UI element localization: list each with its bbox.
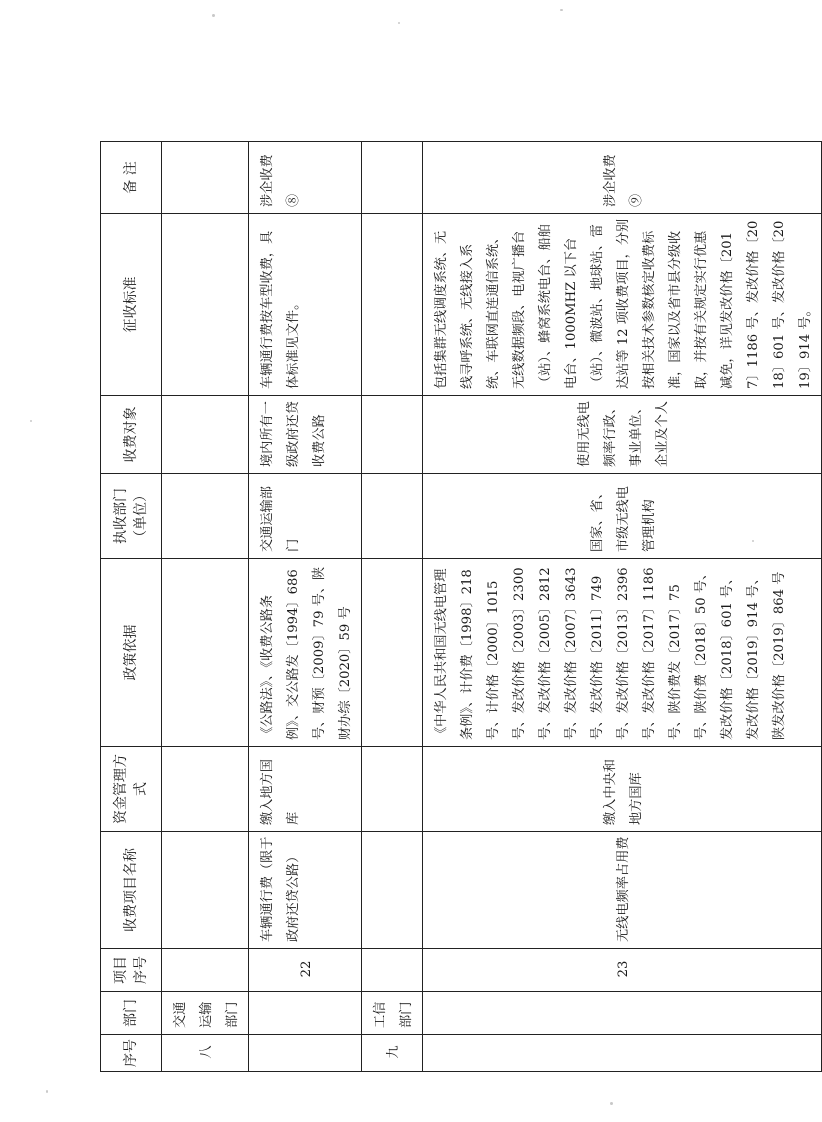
empty-cell — [249, 992, 362, 1035]
empty-cell — [362, 214, 423, 396]
header-seq: 序号 — [101, 1035, 162, 1072]
item-remark: 涉企收费⑧ — [249, 142, 362, 214]
empty-cell — [249, 1035, 362, 1072]
header-item-no: 项目序号 — [101, 949, 162, 992]
scan-speck — [610, 1102, 613, 1105]
header-standard: 征收标准 — [101, 214, 162, 396]
item-fund: 缴入中央和地方国库 — [423, 747, 822, 832]
empty-cell — [362, 832, 423, 949]
section-seq: 八 — [162, 1035, 249, 1072]
empty-cell — [162, 142, 249, 214]
empty-cell — [423, 992, 822, 1035]
item-fund: 缴入地方国库 — [249, 747, 362, 832]
scan-speck — [46, 1090, 48, 1093]
header-remark: 备 注 — [101, 142, 162, 214]
empty-cell — [362, 949, 423, 992]
header-name: 收费项目名称 — [101, 832, 162, 949]
empty-cell — [362, 474, 423, 559]
item-no: 23 — [423, 949, 822, 992]
scan-speck — [398, 22, 400, 24]
empty-cell — [362, 396, 423, 474]
empty-cell — [162, 214, 249, 396]
item-name: 无线电频率占用费 — [423, 832, 822, 949]
section-row — [362, 142, 423, 1072]
empty-cell — [162, 559, 249, 747]
item-basis: 《公路法》、《收费公路条例》、交公路发〔1994〕686 号、财预〔2009〕79 号、陕财办综〔2020〕59 号 — [249, 559, 362, 747]
rotated-page — [100, 142, 813, 1072]
header-agency: 执收部门（单位） — [101, 474, 162, 559]
item-target: 使用无线电频率行政、事业单位、企业及个人 — [423, 396, 822, 474]
empty-cell — [162, 474, 249, 559]
item-agency: 国家、省、市级无线电管理机构 — [423, 474, 822, 559]
item-name: 车辆通行费（限于政府还贷公路） — [249, 832, 362, 949]
empty-cell — [162, 949, 249, 992]
item-no: 22 — [249, 949, 362, 992]
item-agency: 交通运输部门 — [249, 474, 362, 559]
fee-table — [100, 141, 822, 1072]
empty-cell — [162, 832, 249, 949]
table-row — [423, 142, 822, 1072]
section-dept: 工信部门 — [362, 992, 423, 1035]
header-fund: 资金管理方式 — [101, 747, 162, 832]
item-standard: 包括集群无线调度系统、无线寻呼系统、无线接入系统、车联网直连通信系统、无线数据频段、电视广播台（站）、蜂窝系统电台、船舶电台、1000MHZ 以下台（站）、微波站、地球站、雷达站等 12 项收费项目，分别按相关技术参数核定收费标准，国家以及省市县分级收取，并按有关规定实行优惠减免，详见发改价格〔2017〕1186 号、发改价格〔2018〕601 号、发改价格〔2019〕914 号。 — [423, 214, 822, 396]
header-dept: 部门 — [101, 992, 162, 1035]
header-row — [101, 142, 162, 1072]
scan-speck — [212, 14, 215, 17]
empty-cell — [162, 747, 249, 832]
empty-cell — [362, 559, 423, 747]
item-standard: 车辆通行费按车型收费，具体标准见文件。 — [249, 214, 362, 396]
empty-cell — [423, 1035, 822, 1072]
empty-cell — [362, 142, 423, 214]
header-target: 收费对象 — [101, 396, 162, 474]
header-basis: 政策依据 — [101, 559, 162, 747]
scan-speck — [30, 420, 32, 422]
item-remark: 涉企收费⑨ — [423, 142, 822, 214]
scan-speck — [560, 9, 563, 11]
item-basis: 《中华人民共和国无线电管理条例》、计价费〔1998〕218 号、计价格〔2000〕1015 号、发改价格〔2003〕2300 号、发改价格〔2005〕2812 号、发改价格〔2007〕3643 号、发改价格〔2011〕749 号、发改价格〔2013〕2396 号、发改价格〔2017〕1186 号、陕价费发〔2017〕75 号、陕价费〔2018〕50 号、发改价格〔2018〕601 号、发改价格〔2019〕914 号、陕发改价格〔2019〕864 号 — [423, 559, 822, 747]
item-target: 境内所有一级政府还贷收费公路 — [249, 396, 362, 474]
empty-cell — [362, 747, 423, 832]
section-row — [162, 142, 249, 1072]
empty-cell — [162, 396, 249, 474]
section-dept: 交通运输部门 — [162, 992, 249, 1035]
table-row — [249, 142, 362, 1072]
section-seq: 九 — [362, 1035, 423, 1072]
